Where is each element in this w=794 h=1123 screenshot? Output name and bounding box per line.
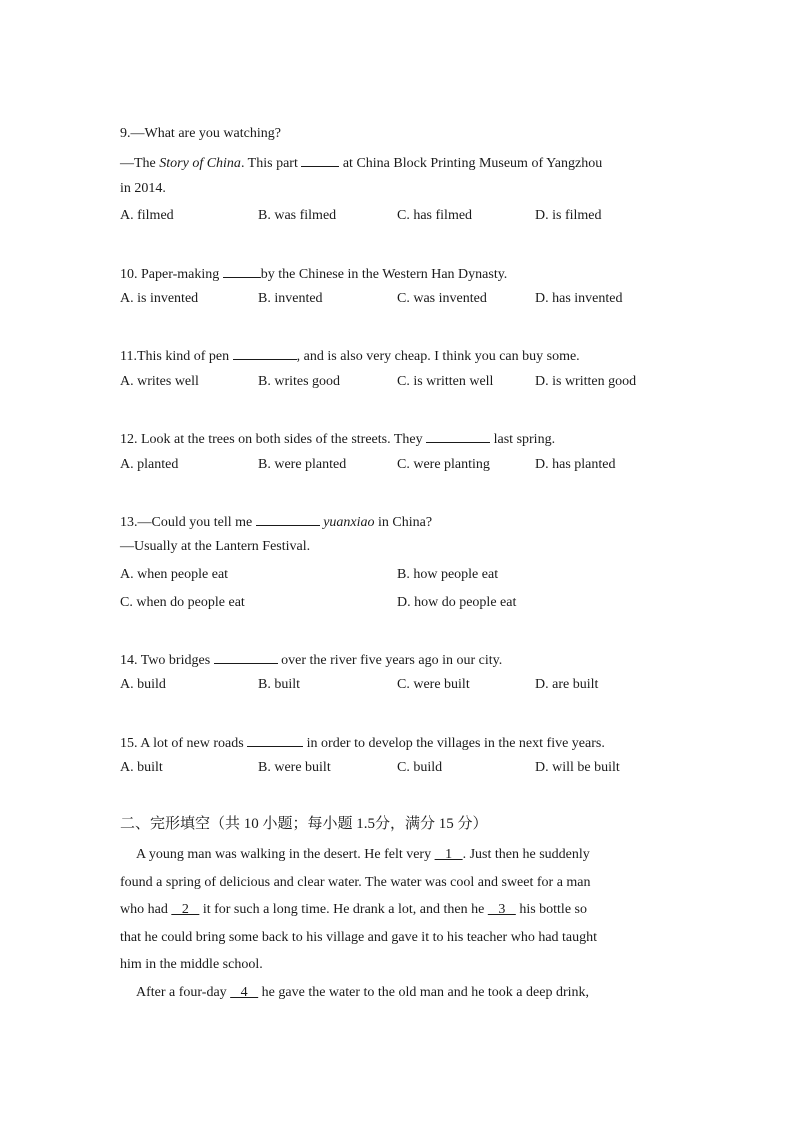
question-13-line2: —Usually at the Lantern Festival. — [120, 539, 311, 554]
answer-blank — [214, 649, 278, 664]
option-d: D. has invented — [535, 291, 623, 306]
option-d: D. is filmed — [535, 208, 602, 223]
passage-line: A young man was walking in the desert. He felt very 1 . Just then he suddenly — [136, 847, 590, 862]
passage-line: that he could bring some back to his village and gave it to his teacher who had taught — [120, 930, 598, 945]
option-d: D. are built — [535, 677, 599, 692]
answer-blank — [223, 263, 261, 278]
option-d: D. how do people eat — [397, 595, 517, 610]
option-d: D. has planted — [535, 457, 616, 472]
option-b: B. built — [258, 677, 301, 692]
option-c: C. were built — [397, 677, 470, 692]
passage-line: him in the middle school. — [120, 957, 263, 972]
option-c: C. was invented — [397, 291, 487, 306]
question-15-stem: 15. A lot of new roads in order to develop the villages in the next five years. — [120, 732, 605, 753]
option-b: B. how people eat — [397, 567, 499, 582]
option-b: B. invented — [258, 291, 323, 306]
answer-blank — [247, 732, 303, 747]
question-9-line3: in 2014. — [120, 181, 166, 196]
option-a: A. is invented — [120, 291, 199, 306]
option-c: C. has filmed — [397, 208, 473, 223]
cloze-blank-2: 2 — [171, 902, 200, 917]
passage-line: After a four-day 4 he gave the water to the old man and he took a deep drink, — [136, 985, 590, 1000]
question-13-stem: 13.—Could you tell me yuanxiao in China? — [120, 511, 432, 532]
option-b: B. writes good — [258, 374, 341, 389]
passage-line: who had 2 it for such a long time. He drank a lot, and then he 3 his bottle so — [120, 902, 587, 917]
question-11-stem: 11.This kind of pen , and is also very cheap. I think you can buy some. — [120, 345, 580, 366]
option-d: D. is written good — [535, 374, 637, 389]
answer-blank — [233, 345, 297, 360]
option-a: A. built — [120, 760, 163, 775]
question-14-stem: 14. Two bridges over the river five years ago in our city. — [120, 649, 502, 670]
option-b: B. were planted — [258, 457, 347, 472]
option-a: A. planted — [120, 457, 179, 472]
option-a: A. writes well — [120, 374, 199, 389]
option-d: D. will be built — [535, 760, 620, 775]
option-b: B. was filmed — [258, 208, 337, 223]
cloze-blank-1: 1 — [434, 847, 463, 862]
answer-blank — [301, 152, 339, 167]
cloze-blank-4: 4 — [230, 985, 259, 1000]
option-a: A. when people eat — [120, 567, 229, 582]
option-c: C. build — [397, 760, 443, 775]
question-9-line2: —The Story of China. This part at China Block Printing Museum of Yangzhou — [120, 152, 602, 173]
option-c: C. is written well — [397, 374, 494, 389]
option-c: C. were planting — [397, 457, 490, 472]
question-10-stem: 10. Paper-making by the Chinese in the Western Han Dynasty. — [120, 263, 507, 284]
question-12-stem: 12. Look at the trees on both sides of the streets. They last spring. — [120, 428, 555, 449]
passage-line: found a spring of delicious and clear water. The water was cool and sweet for a man — [120, 875, 591, 890]
question-9-stem: 9.—What are you watching? — [120, 126, 281, 141]
section-heading: 二、完形填空（共 10 小题；每小题 1.5分，满分 15 分） — [120, 816, 488, 832]
option-a: A. filmed — [120, 208, 174, 223]
option-a: A. build — [120, 677, 166, 692]
option-c: C. when do people eat — [120, 595, 245, 610]
cloze-blank-3: 3 — [487, 902, 516, 917]
answer-blank — [426, 428, 490, 443]
answer-blank — [256, 511, 320, 526]
option-b: B. were built — [258, 760, 331, 775]
